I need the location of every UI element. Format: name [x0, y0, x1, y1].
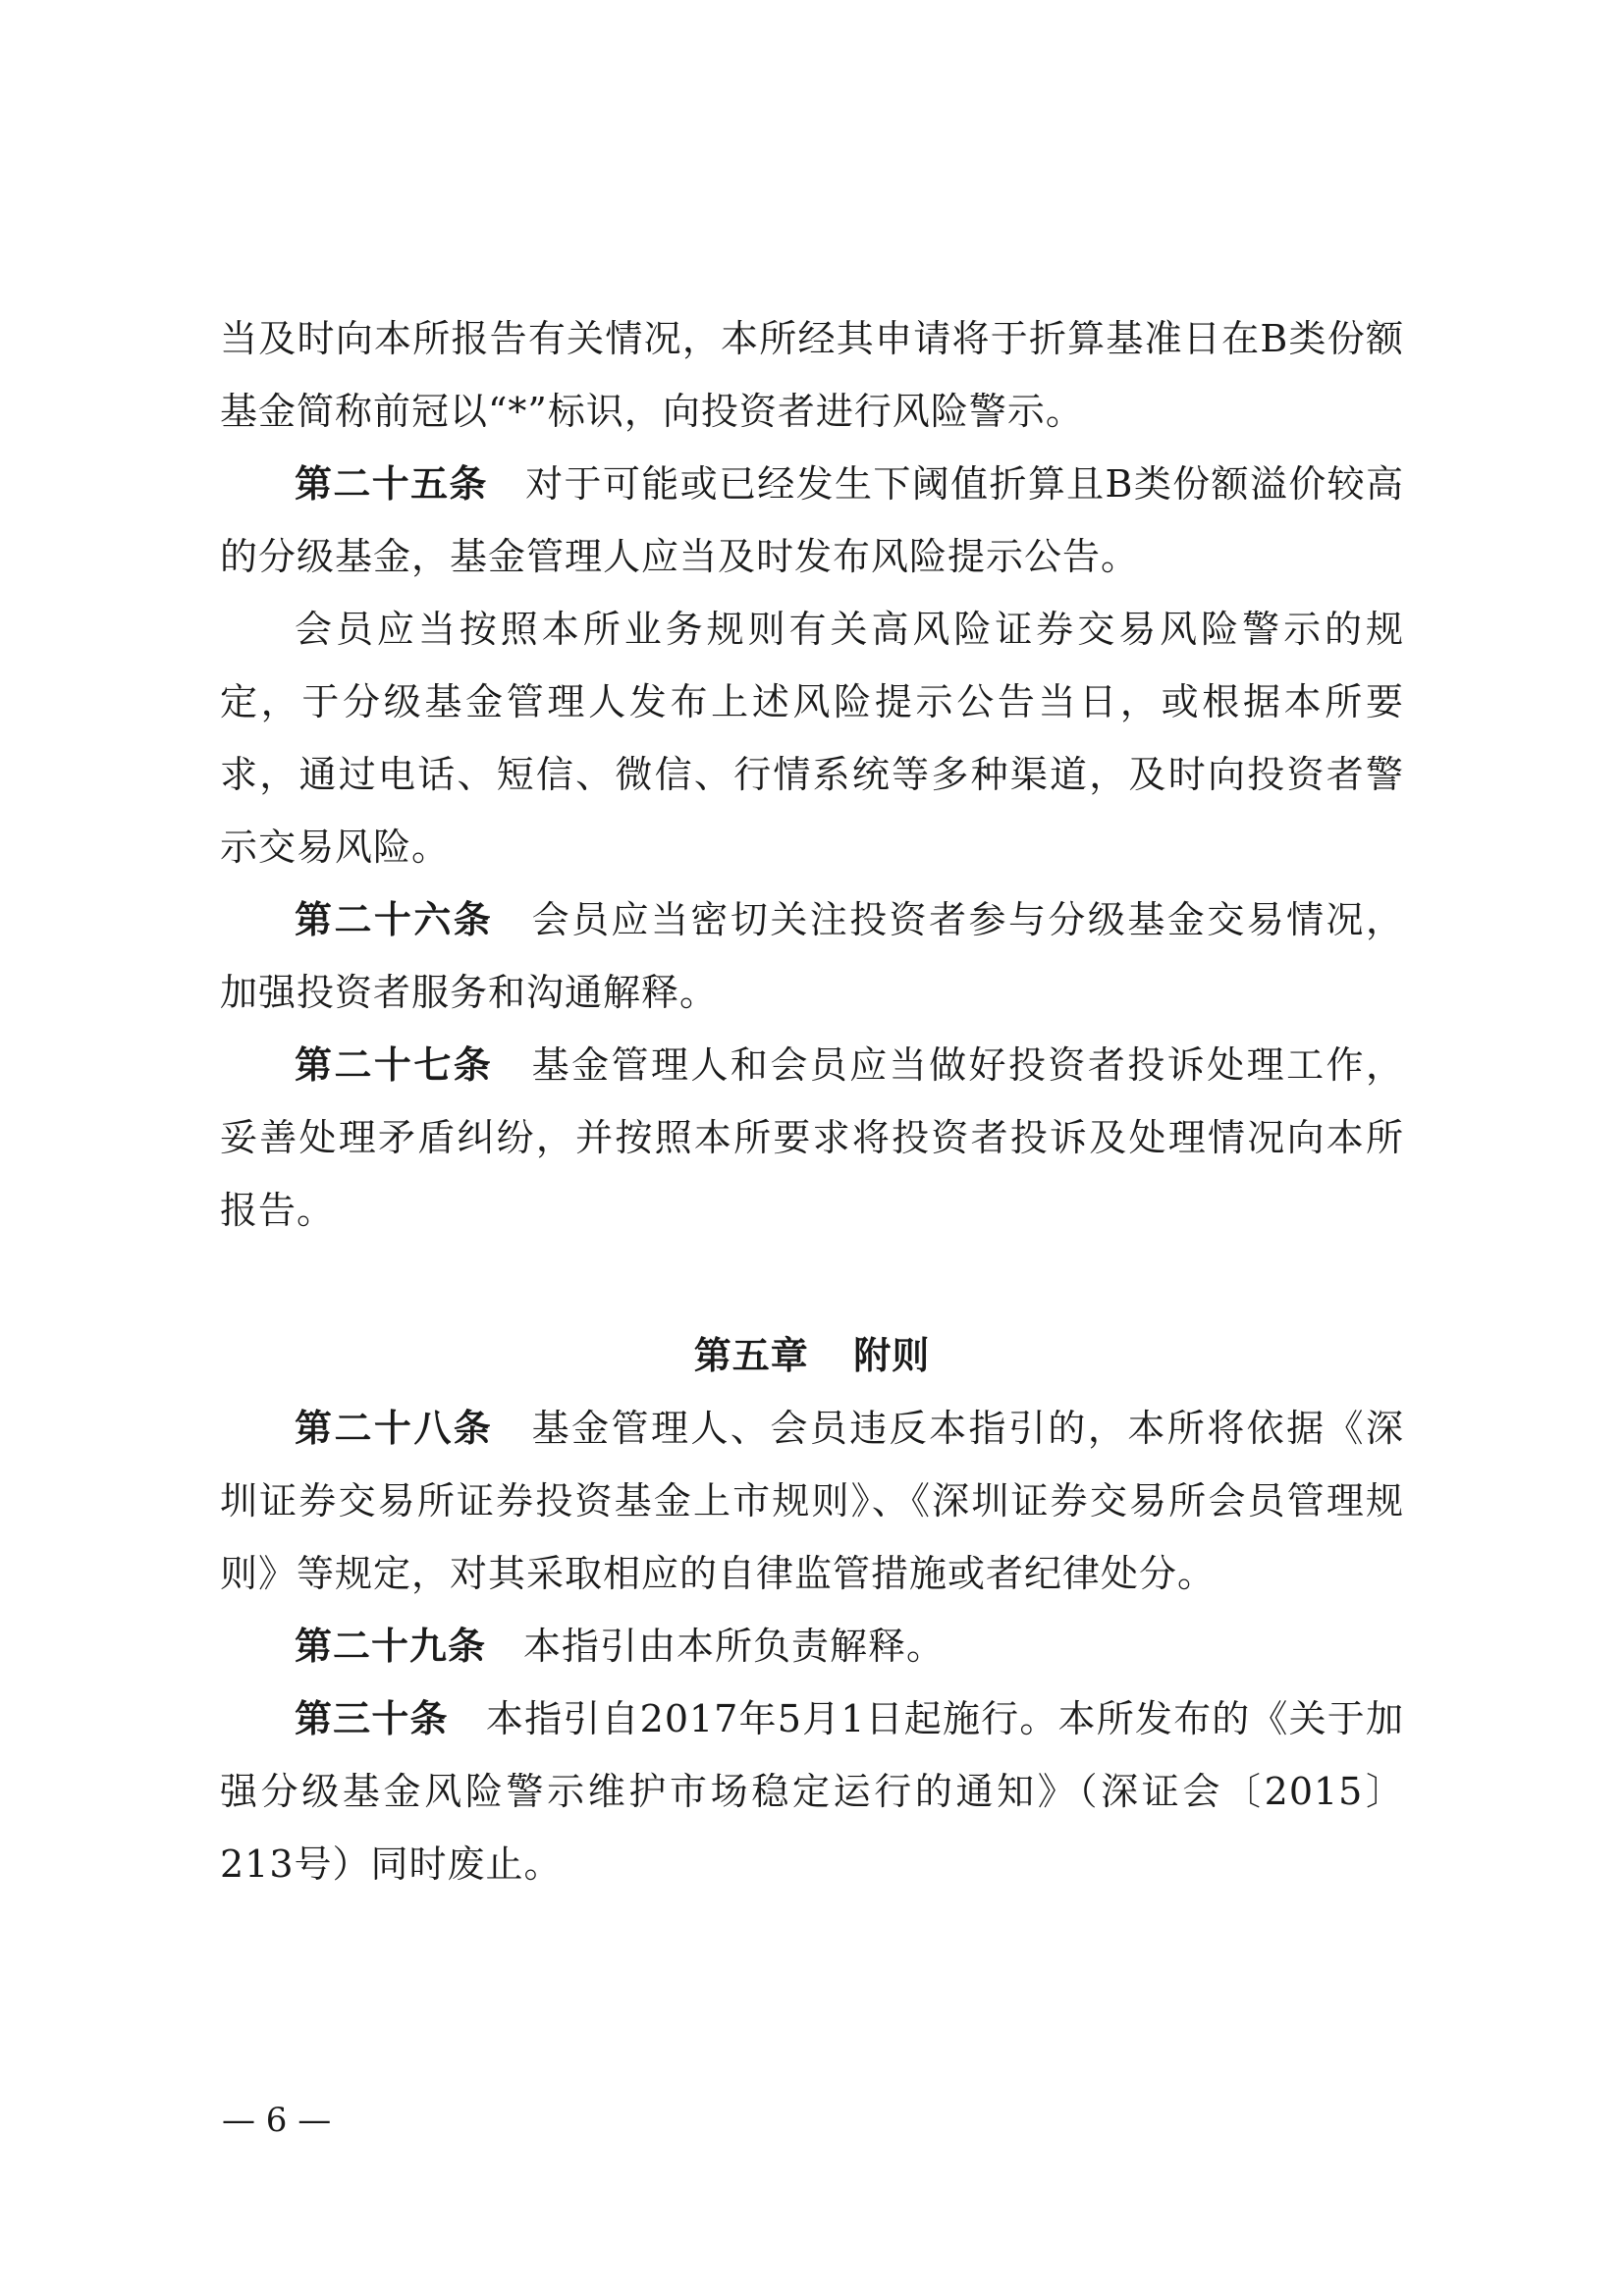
- article-text: 对于可能或已经发生下阈值折算且B类份额溢价较高的分级基金，基金管理人应当及时发布风险提示公告。: [220, 462, 1404, 578]
- chapter-title: 附则: [853, 1333, 931, 1377]
- article-30: [220, 1682, 1404, 1900]
- article-text: 本指引自2017年5月1日起施行。本所发布的《关于加强分级基金风险警示维护市场稳定运行的通知》（深证会〔2015〕213号）同时废止。: [220, 1697, 1404, 1886]
- article-number: 第二十七条: [295, 1042, 494, 1087]
- body-text: [220, 302, 1404, 1900]
- article-number: 第二十六条: [295, 897, 494, 941]
- article-28: [220, 1392, 1404, 1610]
- article-number: 第二十五条: [295, 461, 488, 506]
- article-27: [220, 1029, 1404, 1247]
- article-text: 基金管理人和会员应当做好投资者投诉处理工作，妥善处理矛盾纠纷，并按照本所要求将投资者投诉及处理情况向本所报告。: [220, 1043, 1404, 1232]
- article-25-paragraph-2: [220, 593, 1404, 883]
- article-text: 会员应当密切关注投资者参与分级基金交易情况，加强投资者服务和沟通解释。: [220, 898, 1404, 1014]
- article-26: [220, 883, 1404, 1029]
- article-number: 第三十条: [295, 1696, 449, 1740]
- page-number: — 6 —: [222, 2101, 332, 2140]
- article-text: 本指引由本所负责解释。: [523, 1625, 946, 1668]
- article-text: 基金管理人、会员违反本指引的，本所将依据《深圳证券交易所证券投资基金上市规则》、《深圳证券交易所会员管理规则》等规定，对其采取相应的自律监管措施或者纪律处分。: [220, 1407, 1404, 1595]
- paragraph-text: 会员应当按照本所业务规则有关高风险证券交易风险警示的规定，于分级基金管理人发布上述风险提示公告当日，或根据本所要求，通过电话、短信、微信、行情系统等多种渠道，及时向投资者警示交易风险。: [220, 608, 1404, 869]
- article-number: 第二十九条: [295, 1624, 487, 1668]
- article-25: [220, 448, 1404, 593]
- chapter-heading: [220, 1319, 1404, 1392]
- article-number: 第二十八条: [295, 1406, 494, 1450]
- paragraph-text: 当及时向本所报告有关情况，本所经其申请将于折算基准日在B类份额基金简称前冠以“*”标识，向投资者进行风险警示。: [220, 317, 1404, 433]
- continuation-paragraph: [220, 302, 1404, 448]
- chapter-number: 第五章: [693, 1333, 809, 1377]
- article-29: [220, 1610, 1404, 1682]
